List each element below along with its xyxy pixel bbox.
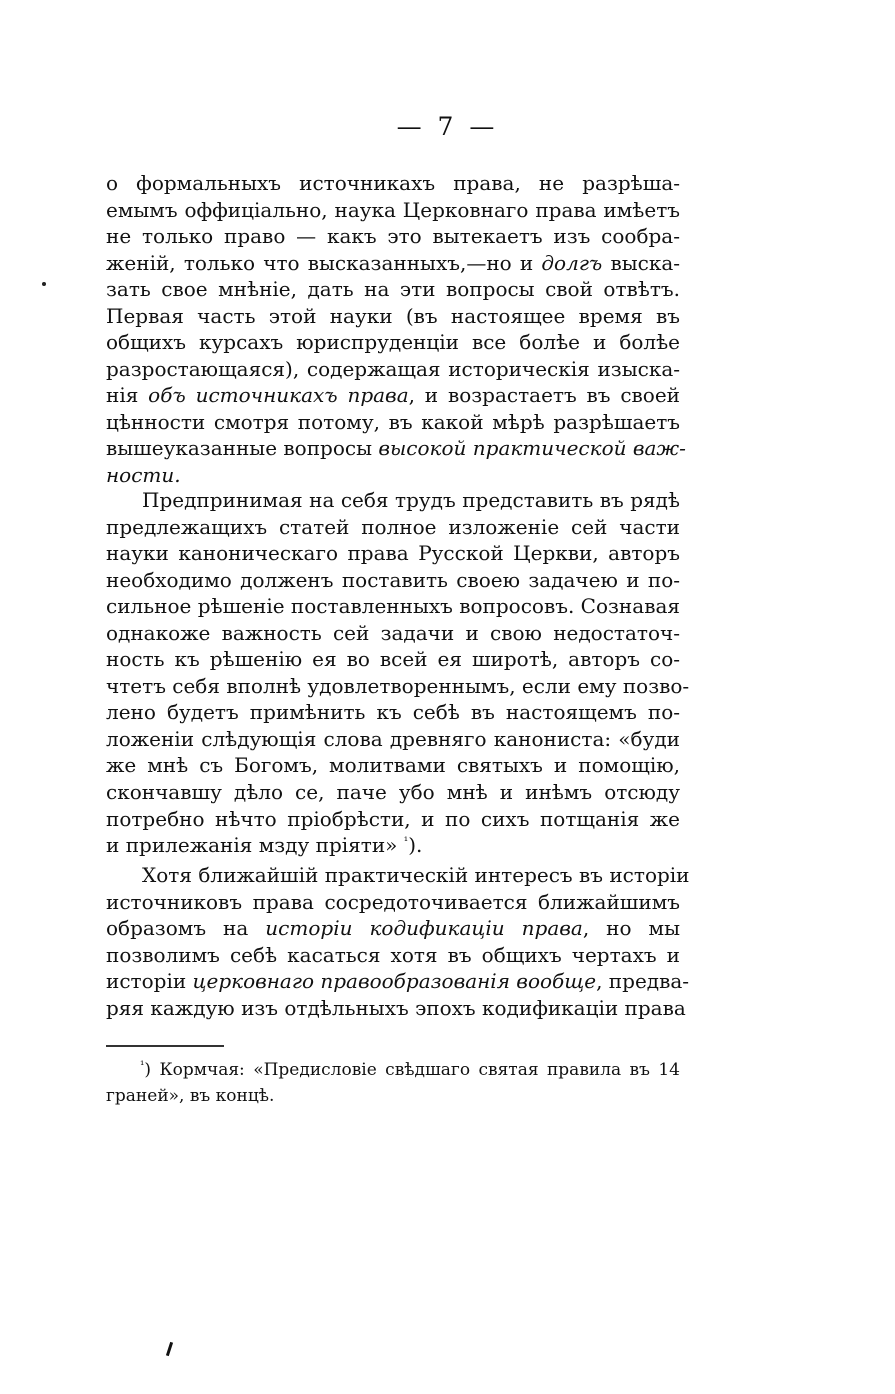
italic-fragment: церковнаго правообразованія вообще — [192, 969, 597, 994]
text-line: предлежащихъ статей полное изложеніе сей части — [106, 514, 680, 539]
footnote — [106, 1057, 680, 1109]
footnote-line — [106, 1057, 680, 1083]
paragraph-2 — [106, 487, 690, 859]
text-line: общихъ курсахъ юриспруденціи все болѣе и болѣе — [106, 330, 680, 355]
text-line: позволимъ себѣ касаться хотя въ общихъ чертахъ и — [106, 942, 680, 967]
text-fragment: и прилежанія мзду пріяти» — [106, 833, 404, 858]
text-line — [106, 382, 680, 409]
text-line — [106, 832, 680, 859]
text-line: емымъ оффиціально, наука Церковнаго права имѣетъ — [106, 197, 680, 222]
text-line: сильное рѣшеніе поставленныхъ вопросовъ. Сознавая — [106, 594, 680, 619]
text-fragment: ) Кормчая: «Предисловіе свѣдшаго святая правила въ 14 — [144, 1060, 680, 1080]
text-line: ряя каждую изъ отдѣльныхъ эпохъ кодификаціи права — [106, 995, 686, 1020]
paragraph-1 — [106, 170, 686, 489]
text-fragment: выска- — [602, 250, 681, 275]
text-line: о формальныхъ источникахъ права, не разрѣша- — [106, 171, 680, 195]
text-line: Первая часть этой науки (въ настоящее время въ — [106, 303, 680, 328]
footnote-divider — [106, 1045, 224, 1047]
text-line: Предпринимая на себя трудъ представить въ рядѣ — [142, 488, 680, 512]
text-fragment: женій, только что высказанныхъ,—но и — [106, 250, 542, 275]
text-line: однакоже важность сей задачи и свою недостаточ- — [106, 620, 680, 645]
text-line: не только право — какъ это вытекаетъ изъ сообра- — [106, 224, 680, 249]
text-line: цѣнности смотря потому, въ какой мѣрѣ разрѣшаетъ — [106, 409, 680, 434]
text-fragment: , предва- — [596, 969, 690, 994]
text-fragment: , но мы — [582, 916, 681, 941]
page-number: — 7 — — [396, 112, 499, 141]
footnote-marker: ¹ — [140, 1058, 145, 1072]
text-line: Хотя ближайшій практическій интересъ въ исторіи — [142, 863, 690, 887]
text-line: ложеніи слѣдующія слова древняго канониста: «буди — [106, 726, 680, 751]
italic-fragment: высокой практической важ- — [378, 436, 686, 461]
text-line: разростающаяся), содержащая историческія изыска- — [106, 356, 680, 381]
text-line: скончавшу дѣло се, паче убо мнѣ и инѣмъ отсюду — [106, 780, 680, 805]
footnote-line: граней», въ концѣ. — [106, 1086, 275, 1106]
text-fragment: исторіи — [106, 969, 193, 994]
text-fragment: образомъ на — [106, 916, 266, 941]
stray-ink-mark — [166, 1342, 173, 1356]
text-line: же мнѣ съ Богомъ, молитвами святыхъ и помощію, — [106, 753, 680, 778]
text-line: зать свое мнѣніе, дать на эти вопросы свой отвѣтъ. — [106, 277, 680, 302]
italic-fragment: долгъ — [541, 250, 603, 275]
text-line: чтетъ себя вполнѣ удовлетвореннымъ, если ему позво- — [106, 673, 690, 698]
text-line: науки каноническаго права Русской Церкви, авторъ — [106, 541, 680, 566]
italic-fragment: объ источникахъ права — [148, 383, 409, 408]
text-line: ности. — [106, 463, 181, 488]
text-fragment: нія — [106, 383, 149, 408]
text-line — [106, 435, 686, 462]
italic-fragment: исторіи кодификаціи права — [265, 916, 583, 941]
text-line — [106, 250, 680, 277]
stray-ink-dot — [42, 282, 46, 286]
text-line — [106, 968, 690, 995]
text-line — [106, 915, 680, 942]
text-line: необходимо долженъ поставить своею задачею и по- — [106, 567, 680, 592]
text-fragment: ). — [408, 833, 423, 858]
paragraph-3 — [106, 862, 690, 1021]
text-fragment: , и возрастаетъ въ своей — [408, 383, 680, 408]
text-fragment: вышеуказанные вопросы — [106, 436, 379, 461]
text-line: потребно нѣчто пріобрѣсти, и по сихъ потщанія же — [106, 806, 680, 831]
text-line: источниковъ права сосредоточивается ближайшимъ — [106, 889, 680, 914]
text-line: лено будетъ примѣнить къ себѣ въ настоящемъ по- — [106, 700, 680, 725]
text-line: ность къ рѣшенію ея во всей ея широтѣ, авторъ со- — [106, 647, 680, 672]
footnote-reference: ¹ — [403, 834, 409, 848]
